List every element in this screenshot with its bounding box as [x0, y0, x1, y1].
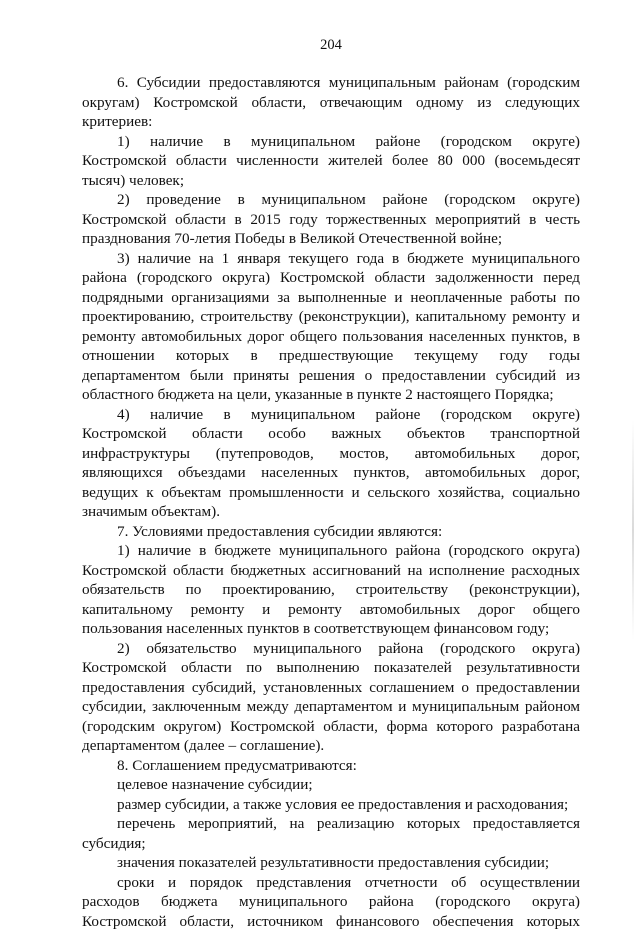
text-line: подрядными организациями за выполненные и неоплаченные работы по: [82, 288, 580, 308]
text-line: 2) обязательство муниципального района (городского округа): [82, 639, 580, 659]
text-line: Костромской области численности жителей более 80 000 (восемьдесят: [82, 151, 580, 171]
text-line: размер субсидии, а также условия ее предоставления и расходования;: [82, 795, 580, 815]
text-line: предоставления субсидий, установленных соглашением о предоставлении: [82, 678, 580, 698]
text-line: являющихся объездами населенных пунктов, автомобильных дорог,: [82, 463, 580, 483]
text-line: субсидия;: [82, 834, 580, 854]
text-line: капитальному ремонту и ремонту автомобильных дорог общего: [82, 600, 580, 620]
text-line: Костромской области в 2015 году торжественных мероприятий в честь: [82, 210, 580, 230]
text-line: тысяч) человек;: [82, 171, 580, 191]
text-line: 6. Субсидии предоставляются муниципальным районам (городским: [82, 73, 580, 93]
text-line: департаментом были приняты решения о предоставлении субсидий из: [82, 366, 580, 386]
text-line: областного бюджета на цели, указанные в пункте 2 настоящего Порядка;: [82, 385, 580, 405]
text-line: 4) наличие в муниципальном районе (городском округе): [82, 405, 580, 425]
document-body: [82, 73, 580, 931]
text-line: Костромской области особо важных объектов транспортной: [82, 424, 580, 444]
text-line: Костромской области, источником финансового обеспечения которых: [82, 912, 580, 931]
text-line: проектированию, строительству (реконструкции), капитальному ремонту и: [82, 307, 580, 327]
text-line: целевое назначение субсидии;: [82, 775, 580, 795]
text-line: департаментом (далее – соглашение).: [82, 736, 580, 756]
text-line: 8. Соглашением предусматриваются:: [82, 756, 580, 776]
text-line: 7. Условиями предоставления субсидии являются:: [82, 522, 580, 542]
text-line: инфраструктуры (путепроводов, мостов, автомобильных дорог,: [82, 444, 580, 464]
text-line: 1) наличие в бюджете муниципального района (городского округа): [82, 541, 580, 561]
text-line: округам) Костромской области, отвечающим одному из следующих: [82, 93, 580, 113]
text-line: расходов бюджета муниципального района (городского округа): [82, 892, 580, 912]
text-line: сроки и порядок представления отчетности об осуществлении: [82, 873, 580, 893]
text-line: субсидии, заключенным между департаментом и муниципальным районом: [82, 697, 580, 717]
text-line: ремонту автомобильных дорог общего пользования населенных пунктов, в: [82, 327, 580, 347]
text-line: критериев:: [82, 112, 580, 132]
text-line: 1) наличие в муниципальном районе (городском округе): [82, 132, 580, 152]
text-line: 3) наличие на 1 января текущего года в бюджете муниципального: [82, 249, 580, 269]
text-line: Костромской области по выполнению показателей результативности: [82, 658, 580, 678]
text-line: Костромской области бюджетных ассигнований на исполнение расходных: [82, 561, 580, 581]
text-line: празднования 70-летия Победы в Великой Отечественной войне;: [82, 229, 580, 249]
text-line: района (городского округа) Костромской области задолженности перед: [82, 268, 580, 288]
text-line: ведущих к объектам промышленности и сельского хозяйства, социально: [82, 483, 580, 503]
text-line: 2) проведение в муниципальном районе (городском округе): [82, 190, 580, 210]
text-line: значения показателей результативности предоставления субсидии;: [82, 853, 580, 873]
text-line: пользования населенных пунктов в соответствующем финансовом году;: [82, 619, 580, 639]
page-number: 204: [82, 36, 580, 54]
text-line: (городским округом) Костромской области, форма которого разработана: [82, 717, 580, 737]
text-line: обязательств по проектированию, строительству (реконструкции),: [82, 580, 580, 600]
text-line: значимым объектам).: [82, 502, 580, 522]
text-line: отношении которых в предшествующие текущему году годы: [82, 346, 580, 366]
scan-edge-shadow: [632, 420, 634, 640]
text-line: перечень мероприятий, на реализацию которых предоставляется: [82, 814, 580, 834]
